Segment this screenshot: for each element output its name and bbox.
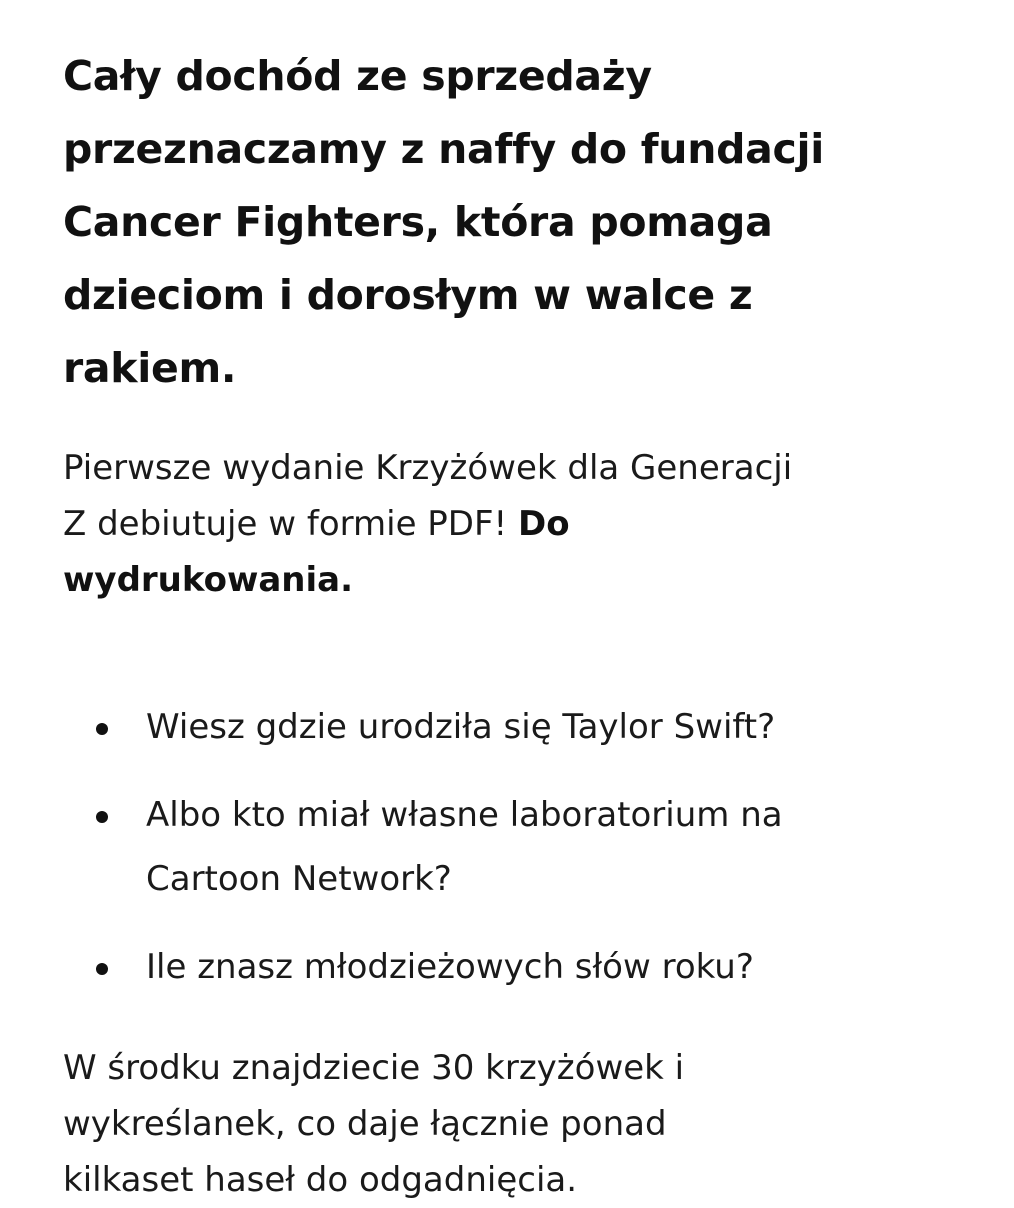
intro-paragraph	[63, 440, 943, 608]
list-item	[63, 935, 923, 999]
closing-line: W środku znajdziecie 30 krzyżówek i	[63, 1048, 685, 1088]
list-item-text: Wiesz gdzie urodziła się Taylor Swift?	[146, 707, 776, 747]
headline-line: Cancer Fighters, która pomaga	[63, 198, 773, 246]
headline	[63, 40, 963, 405]
headline-line: przeznaczamy z naffy do fundacji	[63, 125, 825, 173]
question-list	[63, 695, 923, 1023]
list-item-text: Ile znasz młodzieżowych słów roku?	[146, 947, 754, 987]
intro-line: Pierwsze wydanie Krzyżówek dla Generacji	[63, 448, 793, 488]
article-body	[63, 40, 963, 1200]
list-item	[63, 695, 923, 759]
list-item-text: Albo kto miał własne laboratorium na	[146, 795, 783, 835]
headline-line: dzieciom i dorosłym w walce z	[63, 271, 753, 319]
list-item-text: Cartoon Network?	[146, 859, 452, 899]
headline-line: Cały dochód ze sprzedaży	[63, 52, 652, 100]
bullet-dot-icon	[96, 963, 108, 975]
bullet-dot-icon	[96, 723, 108, 735]
headline-line: rakiem.	[63, 344, 237, 392]
closing-line: wykreślanek, co daje łącznie ponad	[63, 1104, 667, 1144]
closing-paragraph	[63, 1040, 943, 1208]
list-item	[63, 783, 923, 911]
intro-line: Z debiutuje w formie PDF!	[63, 504, 518, 544]
closing-line: kilkaset haseł do odgadnięcia.	[63, 1160, 578, 1200]
intro-emphasis: wydrukowania.	[63, 560, 354, 600]
intro-emphasis: Do	[517, 504, 570, 544]
bullet-dot-icon	[96, 811, 108, 823]
